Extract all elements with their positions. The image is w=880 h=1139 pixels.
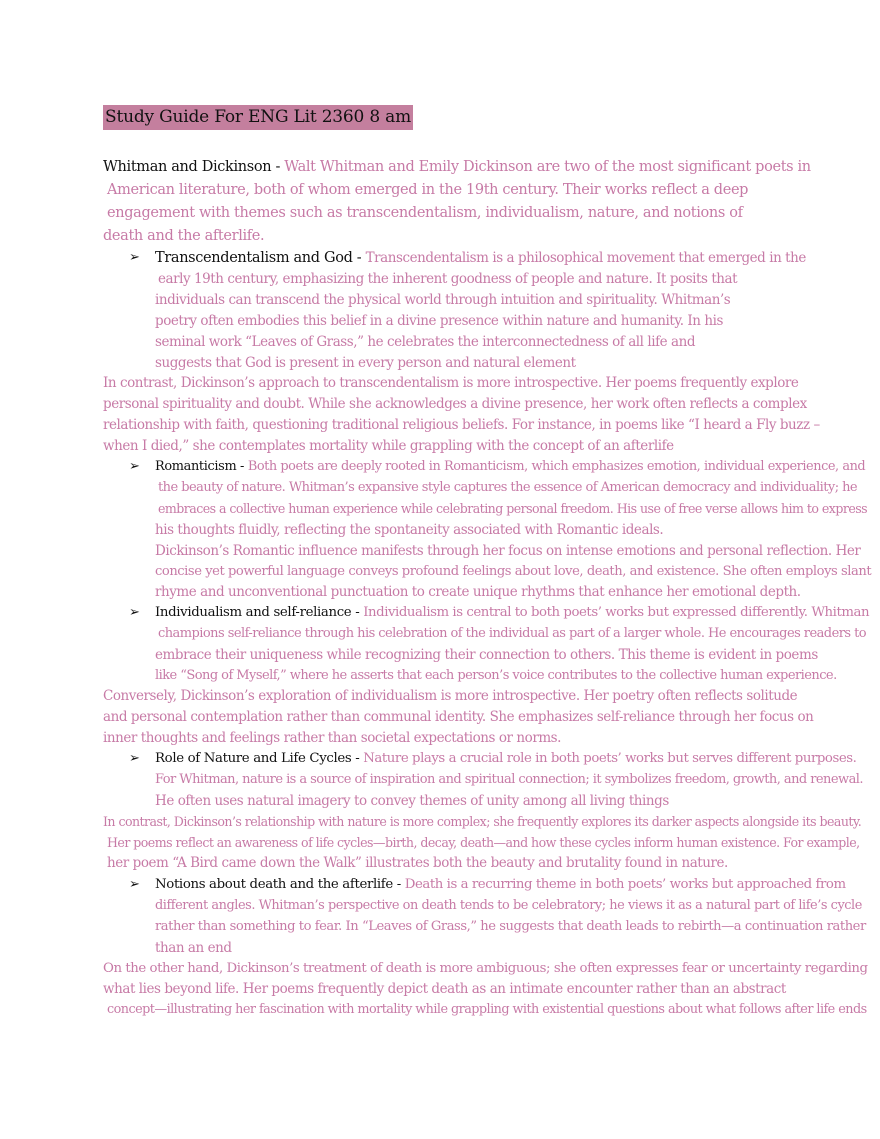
section-line: [155, 749, 856, 769]
section-line: rather than something to fear. In “Leaves of Grass,” he suggests that death leads to rebirth—a continuation rather: [155, 919, 866, 934]
section-line: Dickinson’s Romantic influence manifests through her focus on intense emotions and personal reflection. Her: [155, 543, 861, 559]
paragraph-line: On the other hand, Dickinson’s treatment of death is more ambiguous; she often expresses fear or uncertainty regarding: [103, 961, 868, 976]
page-title: Study Guide For ENG Lit 2360 8 am: [103, 105, 413, 130]
intro-line: [103, 157, 811, 177]
section-line: his thoughts fluidly, reflecting the spontaneity associated with Romantic ideals.: [155, 522, 664, 538]
section-line: embraces a collective human experience while celebrating personal freedom. His use of free verse allows him to express: [158, 501, 868, 516]
section-text: Nature plays a crucial role in both poets’ works but serves different purposes.: [363, 751, 857, 766]
bullet-arrow-icon: ➢: [129, 605, 140, 620]
section-line: poetry often embodies this belief in a divine presence within nature and humanity. In his: [155, 313, 723, 329]
section-line: For Whitman, nature is a source of inspiration and spiritual connection; it symbolizes freedom, growth, and renewal.: [155, 772, 863, 787]
paragraph-line: when I died,” she contemplates mortality while grappling with the concept of an afterlife: [103, 438, 674, 454]
section-line: He often uses natural imagery to convey themes of unity among all living things: [155, 793, 669, 809]
paragraph-line: concept—illustrating her fascination with mortality while grappling with existential questions about what follows after life ends: [107, 1002, 867, 1017]
paragraph-line: relationship with faith, questioning traditional religious beliefs. For instance, in poems like “I heard a Fly buzz –: [103, 417, 820, 433]
intro-line: engagement with themes such as transcendentalism, individualism, nature, and notions of: [107, 205, 743, 221]
section-line: seminal work “Leaves of Grass,” he celebrates the interconnectedness of all life and: [155, 334, 696, 350]
section-heading: Notions about death and the afterlife -: [155, 877, 405, 892]
paragraph-line: In contrast, Dickinson’s approach to transcendentalism is more introspective. Her poems frequently explore: [103, 375, 799, 391]
paragraph-line: what lies beyond life. Her poems frequently depict death as an intimate encounter rather than an abstract: [103, 981, 786, 997]
section-text: Both poets are deeply rooted in Romanticism, which emphasizes emotion, individual experience, and: [247, 459, 866, 474]
section-text: Transcendentalism is a philosophical movement that emerged in the: [365, 250, 806, 266]
paragraph-line: personal spirituality and doubt. While she acknowledges a divine presence, her work often reflects a complex: [103, 396, 807, 412]
paragraph-line: In contrast, Dickinson’s relationship with nature is more complex; she frequently explores its darker aspects alongside its beauty.: [103, 814, 862, 829]
intro-line: American literature, both of whom emerged in the 19th century. Their works reflect a deep: [107, 182, 749, 198]
paragraph-line: and personal contemplation rather than communal identity. She emphasizes self-reliance through her focus on: [103, 709, 814, 725]
section-line: than an end: [155, 940, 232, 956]
intro-heading: Whitman and Dickinson -: [103, 159, 285, 175]
section-heading: Role of Nature and Life Cycles -: [155, 751, 364, 766]
section-heading: Individualism and self-reliance -: [155, 605, 364, 620]
section-line: concise yet powerful language conveys profound feelings about love, death, and existence. She often employs slant: [155, 564, 872, 579]
bullet-arrow-icon: ➢: [129, 877, 140, 892]
paragraph-line: her poem “A Bird came down the Walk” illustrates both the beauty and brutality found in nature.: [107, 855, 728, 871]
section-line: early 19th century, emphasizing the inherent goodness of people and nature. It posits that: [158, 271, 738, 287]
section-line: [155, 875, 846, 895]
section-line: different angles. Whitman’s perspective on death tends to be celebratory; he views it as a natural part of life’s cycle: [155, 898, 862, 913]
section-line: rhyme and unconventional punctuation to create unique rhythms that enhance her emotional depth.: [155, 584, 801, 600]
section-line: suggests that God is present in every person and natural element: [155, 355, 576, 371]
intro-line: death and the afterlife.: [103, 228, 265, 244]
section-line: [155, 248, 806, 268]
section-text: Death is a recurring theme in both poets’ works but approached from: [404, 877, 846, 892]
section-line: [155, 603, 869, 623]
section-heading: Romanticism -: [155, 459, 248, 474]
bullet-arrow-icon: ➢: [129, 751, 140, 766]
section-line: the beauty of nature. Whitman’s expansive style captures the essence of American democracy and individuality; he: [158, 480, 858, 495]
paragraph-line: Conversely, Dickinson’s exploration of individualism is more introspective. Her poetry often reflects solitude: [103, 688, 798, 704]
bullet-arrow-icon: ➢: [129, 459, 140, 474]
section-line: individuals can transcend the physical world through intuition and spirituality. Whitman’s: [155, 292, 731, 308]
section-line: like “Song of Myself,” where he asserts that each person’s voice contributes to the collective human experience.: [155, 668, 837, 683]
section-line: embrace their uniqueness while recognizing their connection to others. This theme is evident in poems: [155, 647, 818, 663]
section-line: champions self-reliance through his celebration of the individual as part of a larger whole. He encourages readers to: [158, 626, 867, 641]
section-heading: Transcendentalism and God -: [155, 250, 366, 266]
intro-text: Walt Whitman and Emily Dickinson are two of the most significant poets in: [284, 159, 811, 175]
paragraph-line: inner thoughts and feelings rather than societal expectations or norms.: [103, 730, 561, 746]
bullet-arrow-icon: ➢: [129, 250, 140, 265]
section-text: Individualism is central to both poets’ works but expressed differently. Whitman: [363, 605, 870, 620]
paragraph-line: Her poems reflect an awareness of life cycles—birth, decay, death—and how these cycles inform human existence. For example,: [107, 835, 860, 850]
section-line: [155, 457, 865, 477]
